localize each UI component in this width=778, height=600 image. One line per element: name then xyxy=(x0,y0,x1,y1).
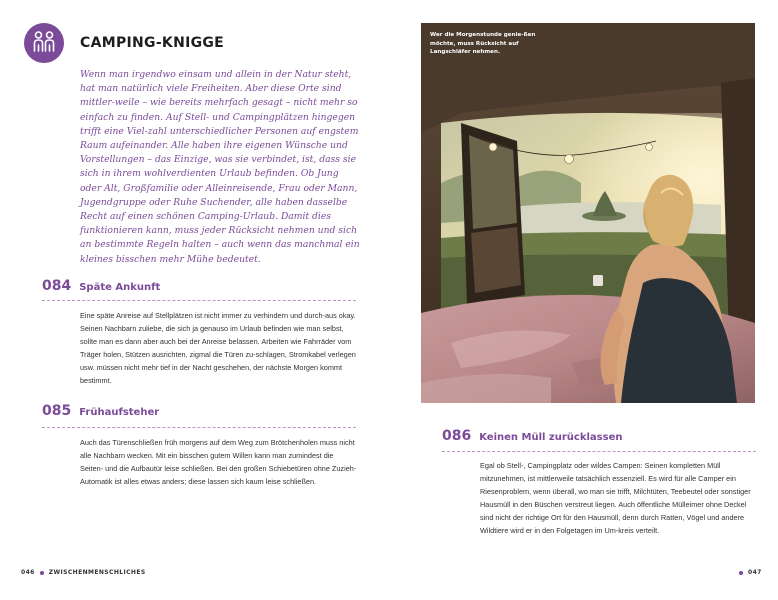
section-number: 085 xyxy=(42,403,72,419)
footer-dot xyxy=(739,571,743,575)
section-divider xyxy=(442,451,756,452)
section-085-heading xyxy=(42,403,159,419)
section-divider xyxy=(42,427,356,428)
page-number: 046 xyxy=(21,569,35,576)
section-086-heading xyxy=(442,428,622,444)
footer-right xyxy=(734,569,762,576)
camper-photo xyxy=(421,23,755,403)
two-people-icon xyxy=(24,23,64,63)
section-085-body: Auch das Türenschließen früh morgens auf dem Weg zum Brötchenholen muss nicht alle Nachbarn wecken. Mit ein bisschen gutem Willen kann man zumindest die Seiten- und die Aufbautür leise schließen. Bei den großen Schiebetüren ohne Zuzieh-Automatik ist alles etwas anders; diese lassen sich kaum leise schließen. xyxy=(80,438,357,486)
section-title: Frühaufsteher xyxy=(79,407,160,418)
footer-section-label: ZWISCHENMENSCHLICHES xyxy=(48,569,146,576)
photo-caption: Wer die Morgenstunde genie-ßen möchte, muss Rücksicht auf Langschläfer nehmen. xyxy=(430,32,536,55)
section-number: 086 xyxy=(442,428,472,444)
chapter-title: CAMPING-KNIGGE xyxy=(80,35,225,51)
section-086-body: Egal ob Stell-, Campingplatz oder wildes Campen: Seinen kompletten Müll mitzunehmen, ist mittlerweile tatsächlich essenziell. Es wird für alle Camper ein Riesenproblem, wenn überall, wo man sie trifft, Milchtüten, Teebeutel oder sonstiger Hausmüll in den Büschen verstreut liegen. Auch öffentliche Mülleimer ohne Deckel sind nicht der richtige Ort für den Hausmüll, denn durch Ratten, Vögel und andere Wildtiere wird er in den Folgetagen im Um-kreis verteilt. xyxy=(480,461,751,535)
section-title: Späte Ankunft xyxy=(79,282,161,293)
section-divider xyxy=(42,300,356,301)
page-number: 047 xyxy=(748,569,762,576)
right-page xyxy=(389,0,778,600)
photo-illustration xyxy=(421,23,755,403)
section-number: 084 xyxy=(42,278,72,294)
footer-dot xyxy=(40,571,44,575)
section-084-body: Eine späte Anreise auf Stellplätzen ist nicht immer zu verhindern und durch-aus okay. Seinen Nachbarn zuliebe, die sich ja genauso im Urlaub befinden wie man selbst, sollte man es dann aber auch bei der Anreise belassen. Arbeiten wie Fahrräder vom Träger holen, Stützen ausrichten, zigmal die Türen zu-schlagen, Stromkabel verlegen usw. müssen nicht mehr tief in der Nacht geschehen, der nächste Morgen kommt bestimmt. xyxy=(80,311,356,385)
section-084-heading xyxy=(42,278,160,294)
footer-left xyxy=(21,569,146,576)
section-title: Keinen Müll zurücklassen xyxy=(479,432,623,443)
intro-paragraph: Wenn man irgendwo einsam und allein in der Natur steht, hat man natürlich viele Freiheiten. Aber diese Orte sind mittler-weile – wie bereits mehrfach gesagt – nicht mehr so einfach zu finden. Auf Stell- und Campingplätzen hingegen trifft eine Viel-zahl unterschiedlicher Personen auf engstem Raum aufeinander. Alle haben ihre eigenen Wünsche und Vorstellungen – das Einzige, was sie verbindet, ist, dass sie sich in ihrem wohlverdienten Urlaub befinden. Ob Jung oder Alt, Großfamilie oder Alleinreisende, Frau oder Mann, Jugendgruppe oder Ruhe Suchender, alle haben dasselbe Recht auf einen schönen Camping-Urlaub. Damit dies funktionieren kann, muss jeder Rücksicht nehmen und sich an bestimmte Regeln halten – auch wenn das manchmal ein kleines bisschen mehr Mühe bedeutet. xyxy=(80,69,360,265)
